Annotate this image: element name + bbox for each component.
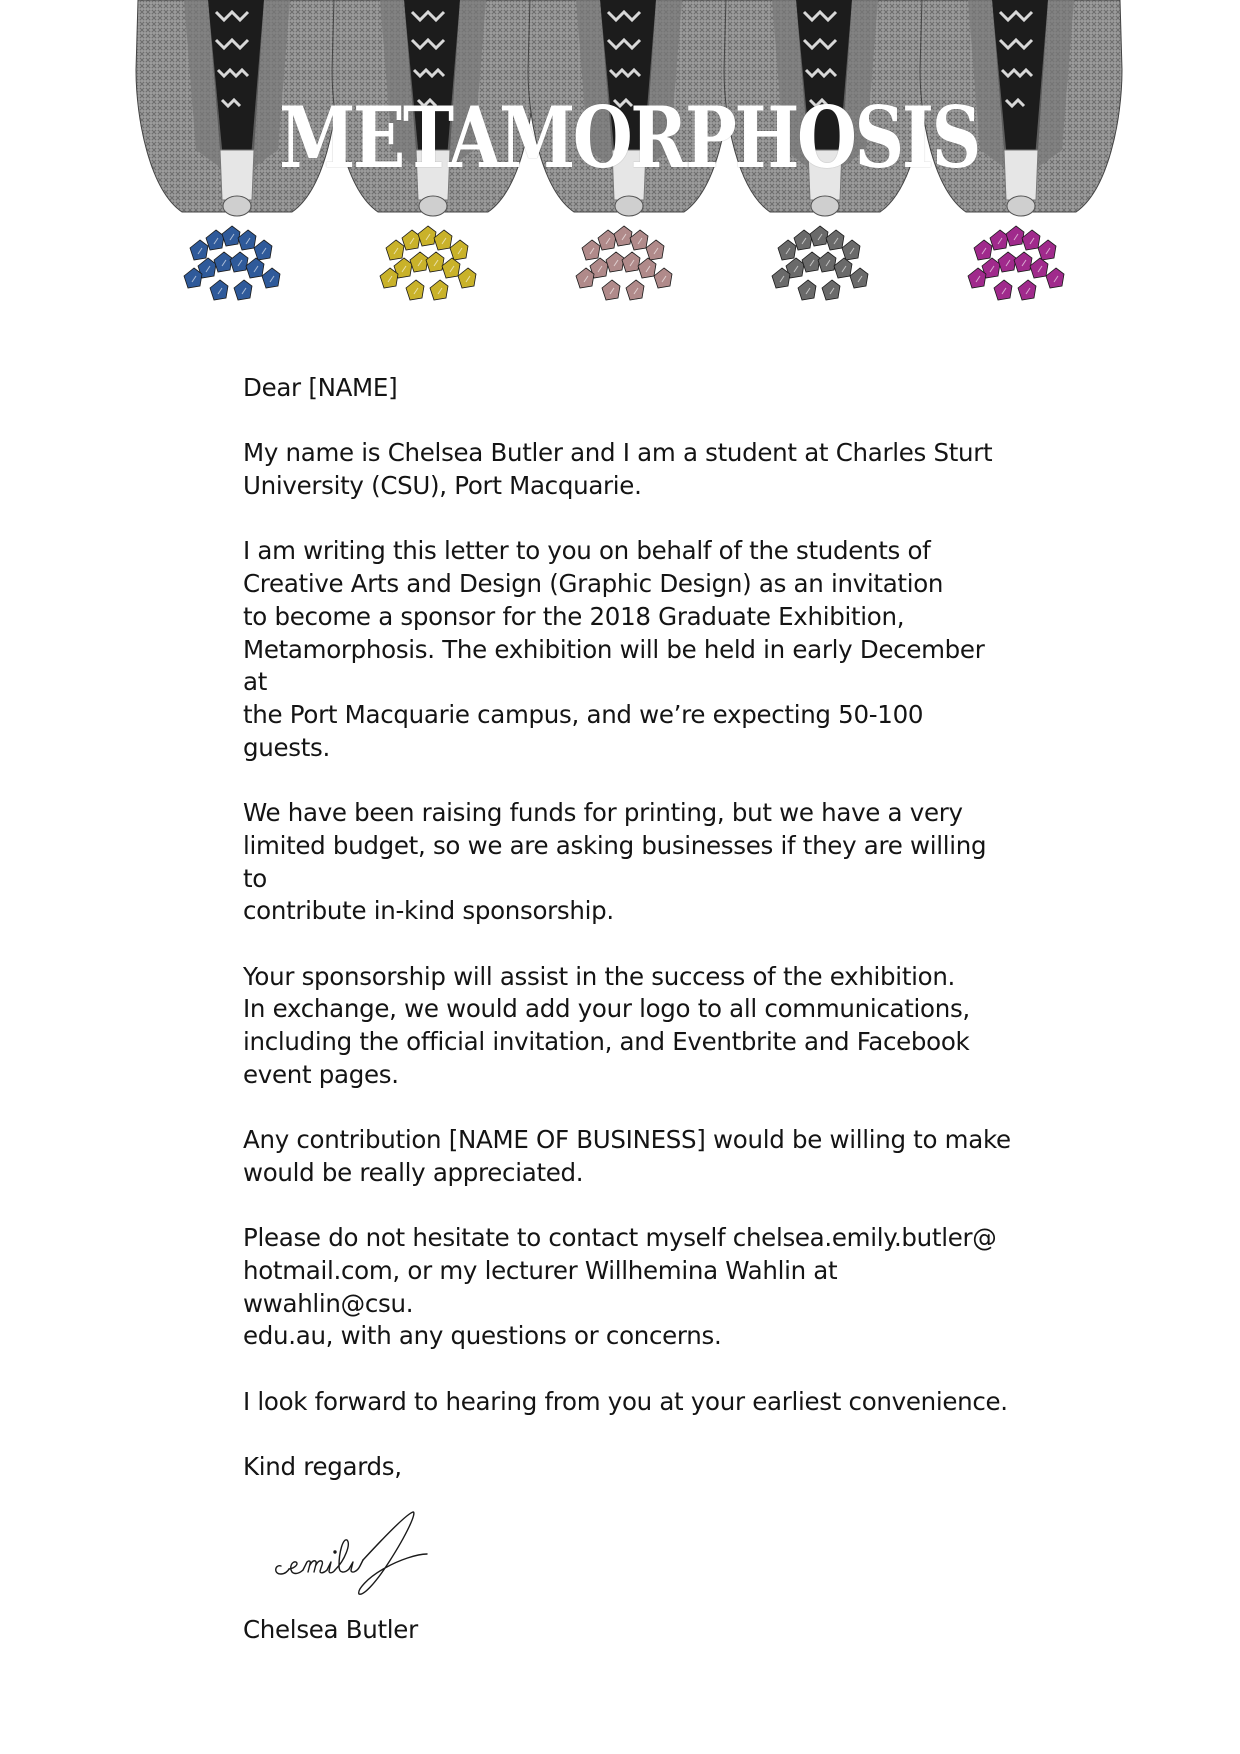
text-line: Creative Arts and Design (Graphic Design) as an invitation xyxy=(243,569,944,599)
sign-off: Kind regards, xyxy=(243,1452,402,1482)
handwritten-signature xyxy=(243,1516,1013,1614)
header-banner xyxy=(124,0,1134,340)
text-line: limited budget, so we are asking businesses if they are willing to xyxy=(243,830,987,893)
text-line: Metamorphosis. The exhibition will be held in early December at xyxy=(243,634,985,697)
text-line: would be really appreciated. xyxy=(243,1157,584,1187)
text-line: contribute in-kind sponsorship. xyxy=(243,896,614,926)
paragraph-contribution xyxy=(243,1124,1013,1189)
text-line: In exchange, we would add your logo to all communications, xyxy=(243,994,970,1024)
text-line: I am writing this letter to you on behalf of the students of xyxy=(243,536,931,566)
signature-icon xyxy=(267,1504,467,1604)
text-line: edu.au, with any questions or concerns. xyxy=(243,1321,722,1351)
paragraph-invitation xyxy=(243,535,1013,764)
sender-name: Chelsea Butler xyxy=(243,1615,418,1645)
banner-title: METAMORPHOSIS xyxy=(279,88,979,187)
text-line: I look forward to hearing from you at your earliest convenience. xyxy=(243,1386,1008,1416)
greeting: Dear [NAME] xyxy=(243,373,398,402)
paragraph-funding xyxy=(243,797,1013,928)
text-line: hotmail.com, or my lecturer Willhemina Wahlin at wwahlin@csu. xyxy=(243,1255,838,1318)
text-line: Any contribution [NAME OF BUSINESS] would be willing to make xyxy=(243,1125,1011,1155)
text-line: event pages. xyxy=(243,1059,399,1089)
paragraph-exchange xyxy=(243,961,1013,1092)
text-line: to become a sponsor for the 2018 Graduate Exhibition, xyxy=(243,601,905,631)
paragraph-closing xyxy=(243,1386,1013,1419)
letter-body xyxy=(243,372,1013,1680)
paragraph-contact xyxy=(243,1222,1013,1353)
text-line: Please do not hesitate to contact myself chelsea.emily.butler@ xyxy=(243,1223,997,1253)
text-line: My name is Chelsea Butler and I am a student at Charles Sturt xyxy=(243,438,993,468)
text-line: We have been raising funds for printing, but we have a very xyxy=(243,798,963,828)
text-line: including the official invitation, and Eventbrite and Facebook xyxy=(243,1027,970,1056)
text-line: the Port Macquarie campus, and we’re expecting 50-100 guests. xyxy=(243,700,924,762)
text-line: Your sponsorship will assist in the success of the exhibition. xyxy=(243,961,956,991)
paragraph-intro xyxy=(243,437,1013,502)
text-line: University (CSU), Port Macquarie. xyxy=(243,471,642,501)
